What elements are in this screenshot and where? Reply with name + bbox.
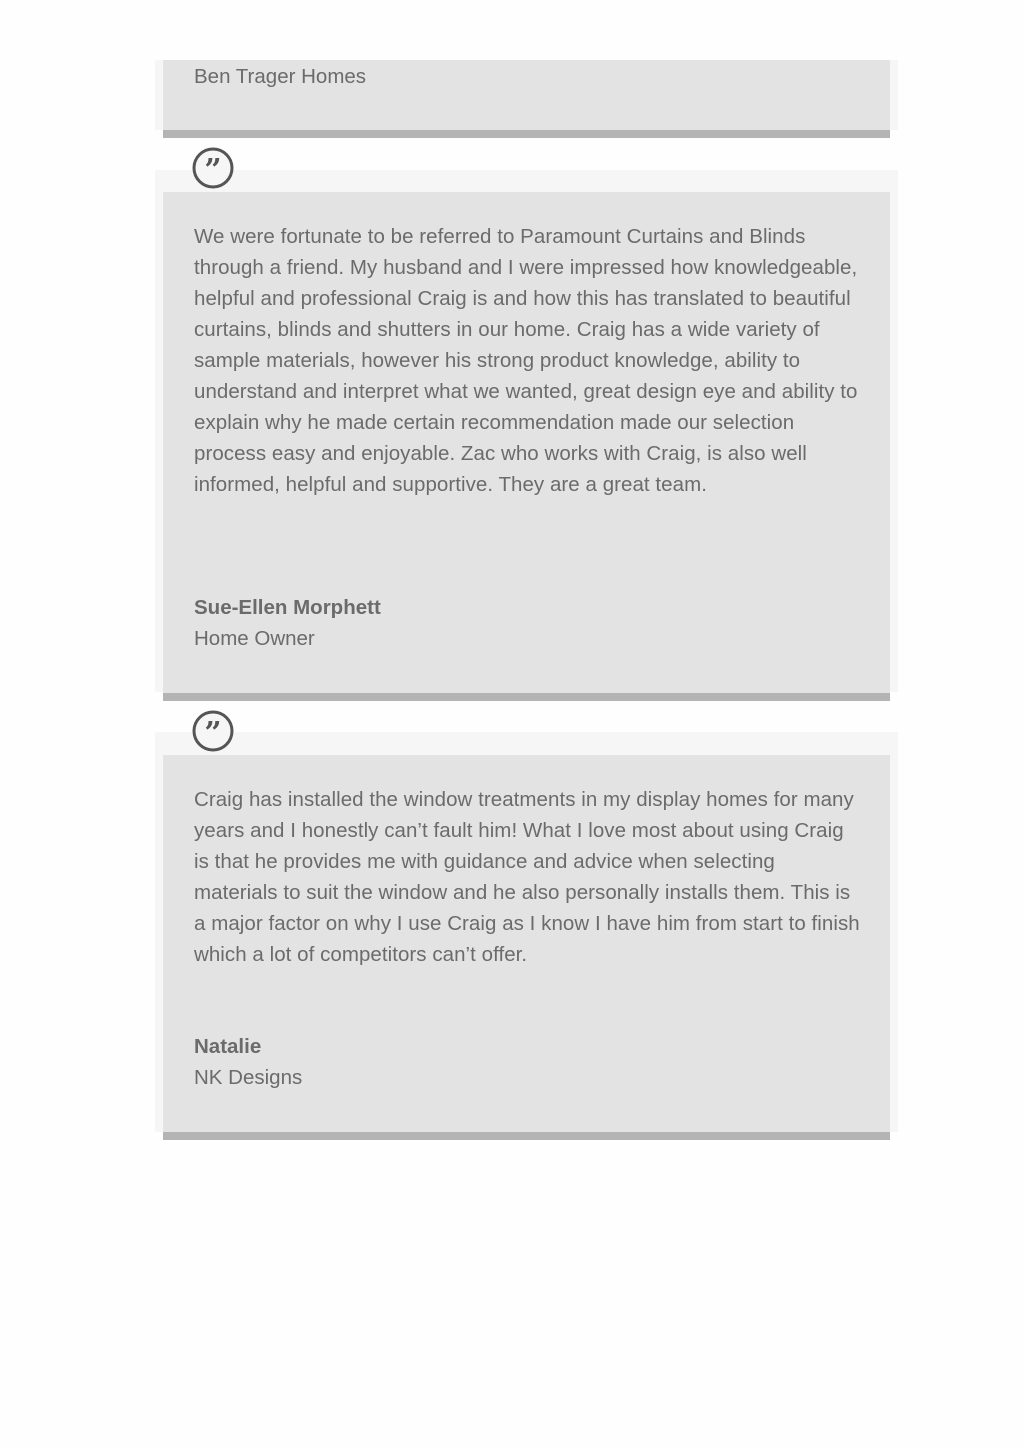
author-role: Ben Trager Homes: [194, 65, 367, 88]
quote-icon: [192, 710, 234, 752]
author-role: Home Owner: [194, 627, 315, 650]
author-name: Natalie: [194, 1035, 262, 1058]
svg-text:”: ”: [204, 716, 222, 751]
author-name: Sue-Ellen Morphett: [194, 596, 381, 619]
testimonial-card-3: [163, 755, 890, 1140]
testimonial-card-2: [163, 192, 890, 701]
svg-text:”: ”: [204, 153, 222, 188]
author-role: NK Designs: [194, 1066, 303, 1089]
quote-icon: [192, 147, 234, 189]
testimonial-card-1: [163, 60, 890, 138]
testimonial-text: We were fortunate to be referred to Paramount Curtains and Blinds through a friend. My husband and I were impressed how knowledgeable, helpful and professional Craig is and how this has translated to beautiful curtains, blinds and shutters in our home. Craig has a wide variety of sample materials, however his strong product knowledge, ability to understand and interpret what we wanted, great design eye and ability to explain why he made certain recommendation made our selection process easy and enjoyable. Zac who works with Craig, is also well informed, helpful and supportive. They are a great team.: [194, 225, 858, 496]
testimonial-text: Craig has installed the window treatments in my display homes for many years and I honestly can’t fault him! What I love most about using Craig is that he provides me with guidance and advice when selecting materials to suit the window and he also personally installs them. This is a major factor on why I use Craig as I know I have him from start to finish which a lot of competitors can’t offer.: [194, 788, 860, 966]
